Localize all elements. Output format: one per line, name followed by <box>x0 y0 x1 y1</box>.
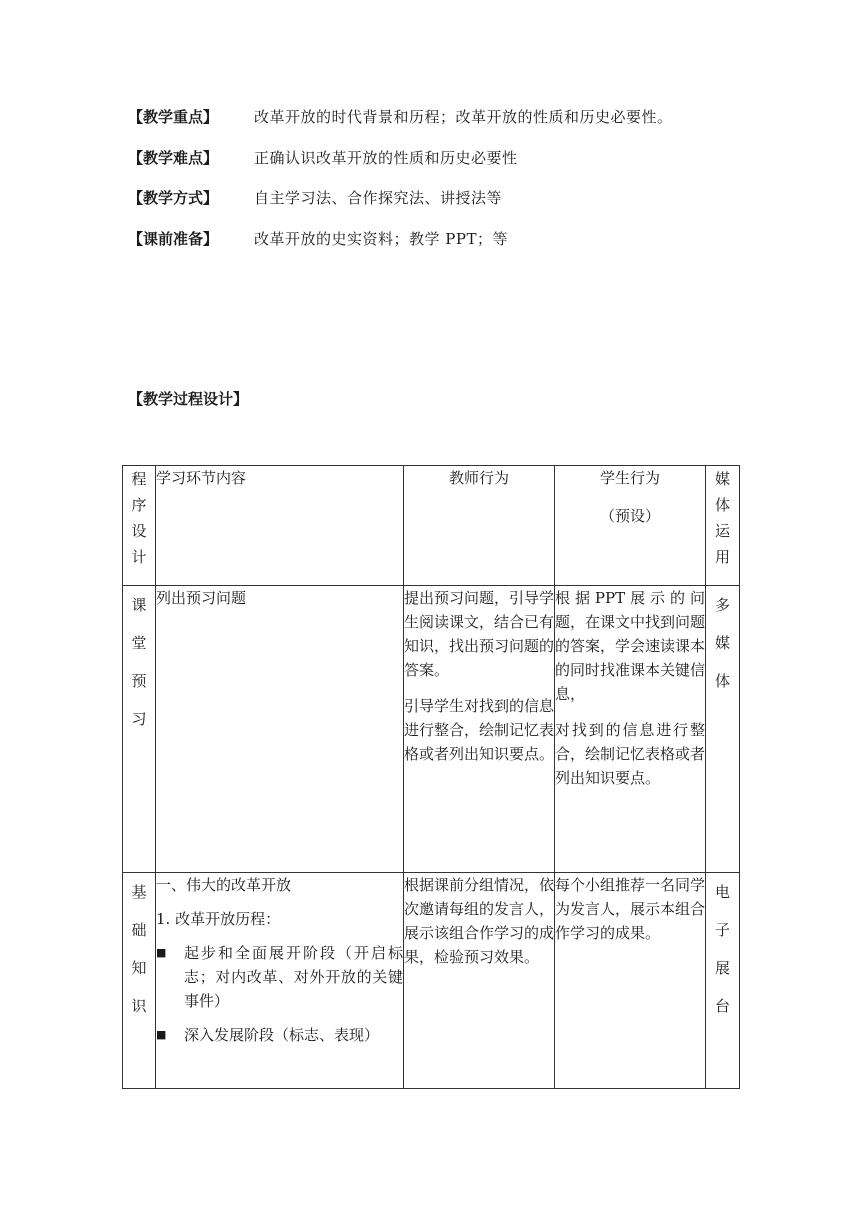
teacher-cell: 根据课前分组情况，依次邀请每组的发言人，展示该组合作学习的成果，检验预习效果。 <box>404 873 555 1089</box>
info-text: 改革开放的史实资料；教学 PPT；等 <box>254 230 508 248</box>
content-subtitle: 1. 改革开放历程： <box>156 910 281 928</box>
header-student: 学生行为 （预设） <box>555 466 706 586</box>
list-item: ■ 起步和全面展开阶段（开启标志；对内改革、对外开放的关键事件） <box>156 941 403 1013</box>
info-row-key-points <box>128 107 673 127</box>
table-row <box>123 586 740 873</box>
info-label: 【教学难点】 <box>128 149 219 167</box>
media-cell: 电 子 展 台 <box>706 873 740 1089</box>
info-text: 自主学习法、合作探究法、讲授法等 <box>254 189 503 207</box>
info-row-methods <box>128 188 502 208</box>
stage-cell: 基 础 知 识 <box>123 873 156 1089</box>
lesson-plan-table <box>122 465 740 1089</box>
table-header-row <box>123 466 740 586</box>
table-row <box>123 873 740 1089</box>
info-row-difficulties <box>128 148 518 168</box>
stage-cell: 课 堂 预 习 <box>123 586 156 873</box>
header-teacher: 教师行为 <box>404 466 555 586</box>
content-cell <box>156 873 404 1089</box>
content-cell: 列出预习问题 <box>156 586 404 873</box>
info-label: 【教学方式】 <box>128 189 219 207</box>
media-cell: 多 媒 体 <box>706 586 740 873</box>
student-cell: 每个小组推荐一名同学为发言人，展示本组合作学习的成果。 <box>555 873 706 1089</box>
section-title: 【教学过程设计】 <box>128 390 249 408</box>
content-title: 一、伟大的改革开放 <box>156 876 292 894</box>
list-item: ■ 深入发展阶段（标志、表现） <box>156 1023 403 1047</box>
student-cell: 根据PPT展示的问题，在课文中找到问题的答案，学会速读课本的同时找准课本关键信息， 对找到的信息进行整合，绘制记忆表格或者列出知识要点。 <box>555 586 706 873</box>
info-row-preparation <box>128 229 508 249</box>
header-media: 媒 体 运 用 <box>706 466 740 586</box>
info-text: 改革开放的时代背景和历程；改革开放的性质和历史必要性。 <box>254 108 673 126</box>
bullet-square-icon: ■ <box>156 1028 167 1041</box>
header-program: 程 序 设 计 <box>123 466 156 586</box>
bullet-square-icon: ■ <box>156 946 167 959</box>
teacher-cell: 提出预习问题，引导学生阅读课文，结合已有知识，找出预习问题的答案。 引导学生对找到的信息进行整合，绘制记忆表格或者列出知识要点。 <box>404 586 555 873</box>
header-content: 学习环节内容 <box>156 466 404 586</box>
info-text: 正确认识改革开放的性质和历史必要性 <box>254 149 518 167</box>
info-label: 【课前准备】 <box>128 230 219 248</box>
info-label: 【教学重点】 <box>128 108 219 126</box>
